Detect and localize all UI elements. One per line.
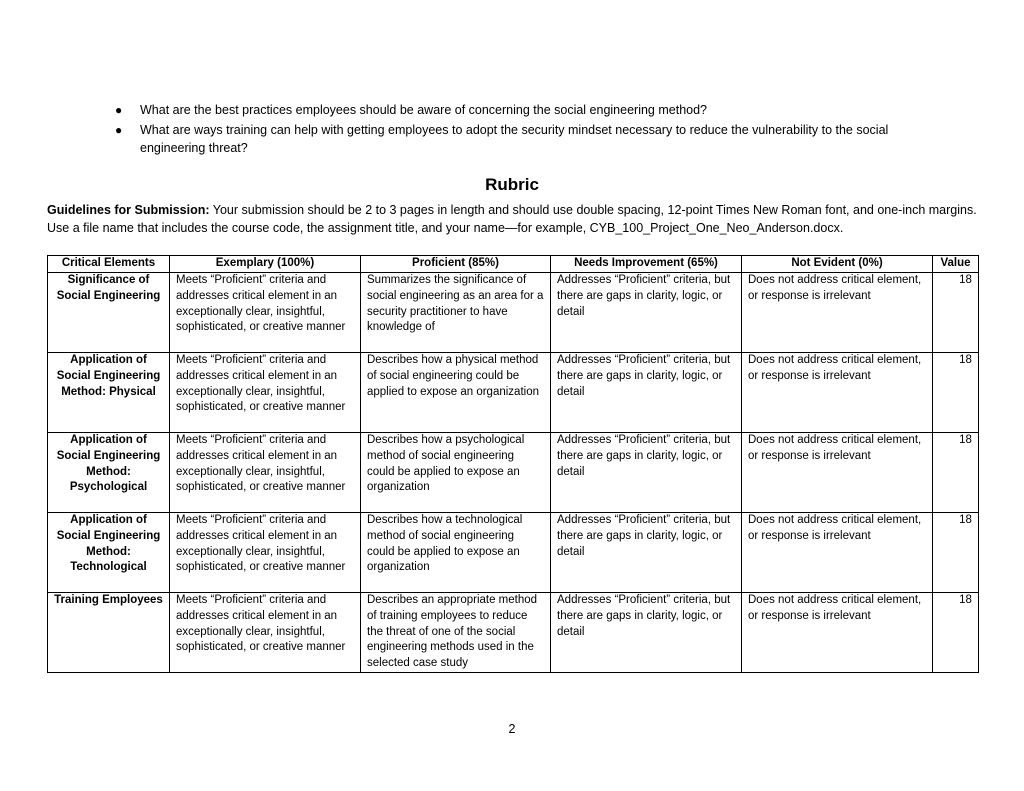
critical-element-cell: Application of Social Engineering Method: Physical (48, 353, 170, 433)
value-cell (933, 353, 979, 433)
table-header-row (48, 256, 979, 273)
needs-improvement-cell: Addresses “Proficient” criteria, but there are gaps in clarity, logic, or detail (551, 593, 742, 673)
table-row (48, 433, 979, 513)
guidelines-text: Your submission should be 2 to 3 pages in length and should use double spacing, 12-point Times New Roman font, and one-inch margins. Use a file name that includes the course code, the assignment title, and your name—for example, CYB_100_Project_One_Neo_Anderson.docx. (47, 203, 977, 235)
value-cell (933, 273, 979, 353)
list-item (113, 101, 943, 119)
value-cell (933, 593, 979, 673)
header-exemplary: Exemplary (100%) (170, 256, 361, 273)
exemplary-cell: Meets “Proficient” criteria and addresses critical element in an exceptionally clear, insightful, sophisticated, or creative manner (170, 353, 361, 433)
header-critical-elements: Critical Elements (48, 256, 170, 273)
value-text: 18 (959, 354, 972, 366)
value-text: 18 (959, 594, 972, 606)
not-evident-cell: Does not address critical element, or response is irrelevant (742, 513, 933, 593)
rubric-table (47, 255, 979, 673)
bullet-icon: ● (115, 103, 123, 117)
table-row (48, 353, 979, 433)
guidelines-label: Guidelines for Submission: (47, 203, 210, 217)
value-text: 18 (959, 514, 972, 526)
bullet-text: What are ways training can help with getting employees to adopt the security mindset necessary to reduce the vulnerability to the social engineering threat? (140, 123, 889, 155)
needs-improvement-cell: Addresses “Proficient” criteria, but there are gaps in clarity, logic, or detail (551, 513, 742, 593)
header-not-evident: Not Evident (0%) (742, 256, 933, 273)
proficient-cell: Summarizes the significance of social engineering as an area for a security practitioner to have knowledge of (361, 273, 551, 353)
proficient-cell: Describes how a psychological method of social engineering could be applied to expose an organization (361, 433, 551, 513)
value-text: 18 (959, 434, 972, 446)
value-text: 18 (959, 274, 972, 286)
exemplary-cell: Meets “Proficient” criteria and addresses critical element in an exceptionally clear, insightful, sophisticated, or creative manner (170, 513, 361, 593)
not-evident-cell: Does not address critical element, or response is irrelevant (742, 433, 933, 513)
needs-improvement-cell: Addresses “Proficient” criteria, but there are gaps in clarity, logic, or detail (551, 433, 742, 513)
list-item (113, 121, 943, 157)
exemplary-cell: Meets “Proficient” criteria and addresses critical element in an exceptionally clear, insightful, sophisticated, or creative manner (170, 433, 361, 513)
proficient-cell: Describes how a physical method of social engineering could be applied to expose an organization (361, 353, 551, 433)
header-value: Value (933, 256, 979, 273)
critical-element-cell: Training Employees (48, 593, 170, 673)
needs-improvement-cell: Addresses “Proficient” criteria, but there are gaps in clarity, logic, or detail (551, 273, 742, 353)
bullet-text: What are the best practices employees should be aware of concerning the social engineering method? (140, 103, 708, 117)
header-needs-improvement: Needs Improvement (65%) (551, 256, 742, 273)
needs-improvement-cell: Addresses “Proficient” criteria, but there are gaps in clarity, logic, or detail (551, 353, 742, 433)
header-proficient: Proficient (85%) (361, 256, 551, 273)
not-evident-cell: Does not address critical element, or response is irrelevant (742, 593, 933, 673)
exemplary-cell: Meets “Proficient” criteria and addresses critical element in an exceptionally clear, insightful, sophisticated, or creative manner (170, 273, 361, 353)
table-row (48, 593, 979, 673)
rubric-heading: Rubric (485, 175, 539, 194)
value-cell (933, 513, 979, 593)
critical-element-cell: Application of Social Engineering Method: Psychological (48, 433, 170, 513)
critical-element-cell: Application of Social Engineering Method: Technological (48, 513, 170, 593)
guidelines-paragraph (47, 201, 977, 237)
not-evident-cell: Does not address critical element, or response is irrelevant (742, 273, 933, 353)
page-number: 2 (508, 722, 516, 736)
table-row (48, 273, 979, 353)
proficient-cell: Describes an appropriate method of training employees to reduce the threat of one of the social engineering methods used in the selected case study (361, 593, 551, 673)
value-cell (933, 433, 979, 513)
question-list (113, 101, 943, 159)
table-row (48, 513, 979, 593)
not-evident-cell: Does not address critical element, or response is irrelevant (742, 353, 933, 433)
exemplary-cell: Meets “Proficient” criteria and addresses critical element in an exceptionally clear, insightful, sophisticated, or creative manner (170, 593, 361, 673)
proficient-cell: Describes how a technological method of social engineering could be applied to expose an organization (361, 513, 551, 593)
bullet-icon: ● (115, 123, 123, 137)
critical-element-cell: Significance of Social Engineering (48, 273, 170, 353)
